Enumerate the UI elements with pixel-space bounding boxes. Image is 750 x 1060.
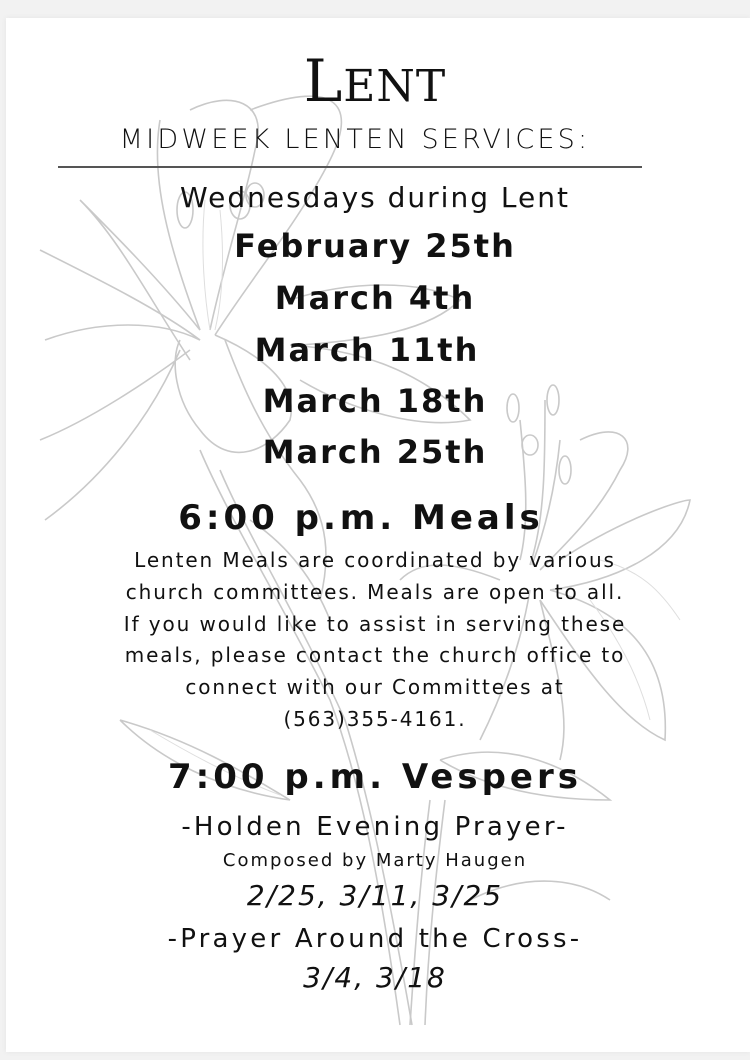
schedule-intro: Wednesdays during Lent	[180, 181, 570, 214]
service-name-holden: -Holden Evening Prayer-	[181, 812, 569, 842]
poster-title	[0, 46, 750, 122]
date-item: February 25th	[234, 227, 516, 265]
meals-heading: 6:00 p.m. Meals	[178, 498, 544, 538]
date-item: March 25th	[262, 433, 488, 471]
subtitle: MIDWEEK LENTEN SERVICES:	[119, 124, 591, 155]
phone-number: (563)355-4161.	[283, 706, 467, 731]
title-rest: ENT	[343, 61, 447, 112]
title-initial: L	[303, 47, 344, 115]
meals-description	[50, 545, 700, 736]
service-dates-holden: 2/25, 3/11, 3/25	[246, 879, 504, 912]
service-name-cross: -Prayer Around the Cross-	[167, 924, 583, 954]
description-line: connect with our Committees at	[185, 675, 565, 700]
description-line: If you would like to assist in serving these	[123, 611, 627, 636]
service-dates-cross: 3/4, 3/18	[303, 961, 447, 994]
date-item: March 18th	[262, 382, 488, 420]
date-item: March 11th	[254, 331, 480, 369]
divider-rule	[58, 166, 642, 168]
service-credit: Composed by Marty Haugen	[222, 850, 528, 871]
description-line: church committees. Meals are open to all.	[125, 579, 625, 604]
date-item: March 4th	[274, 279, 476, 317]
description-line: meals, please contact the church office to	[124, 643, 626, 668]
vespers-heading: 7:00 p.m. Vespers	[168, 757, 582, 797]
description-line: Lenten Meals are coordinated by various	[134, 548, 616, 572]
